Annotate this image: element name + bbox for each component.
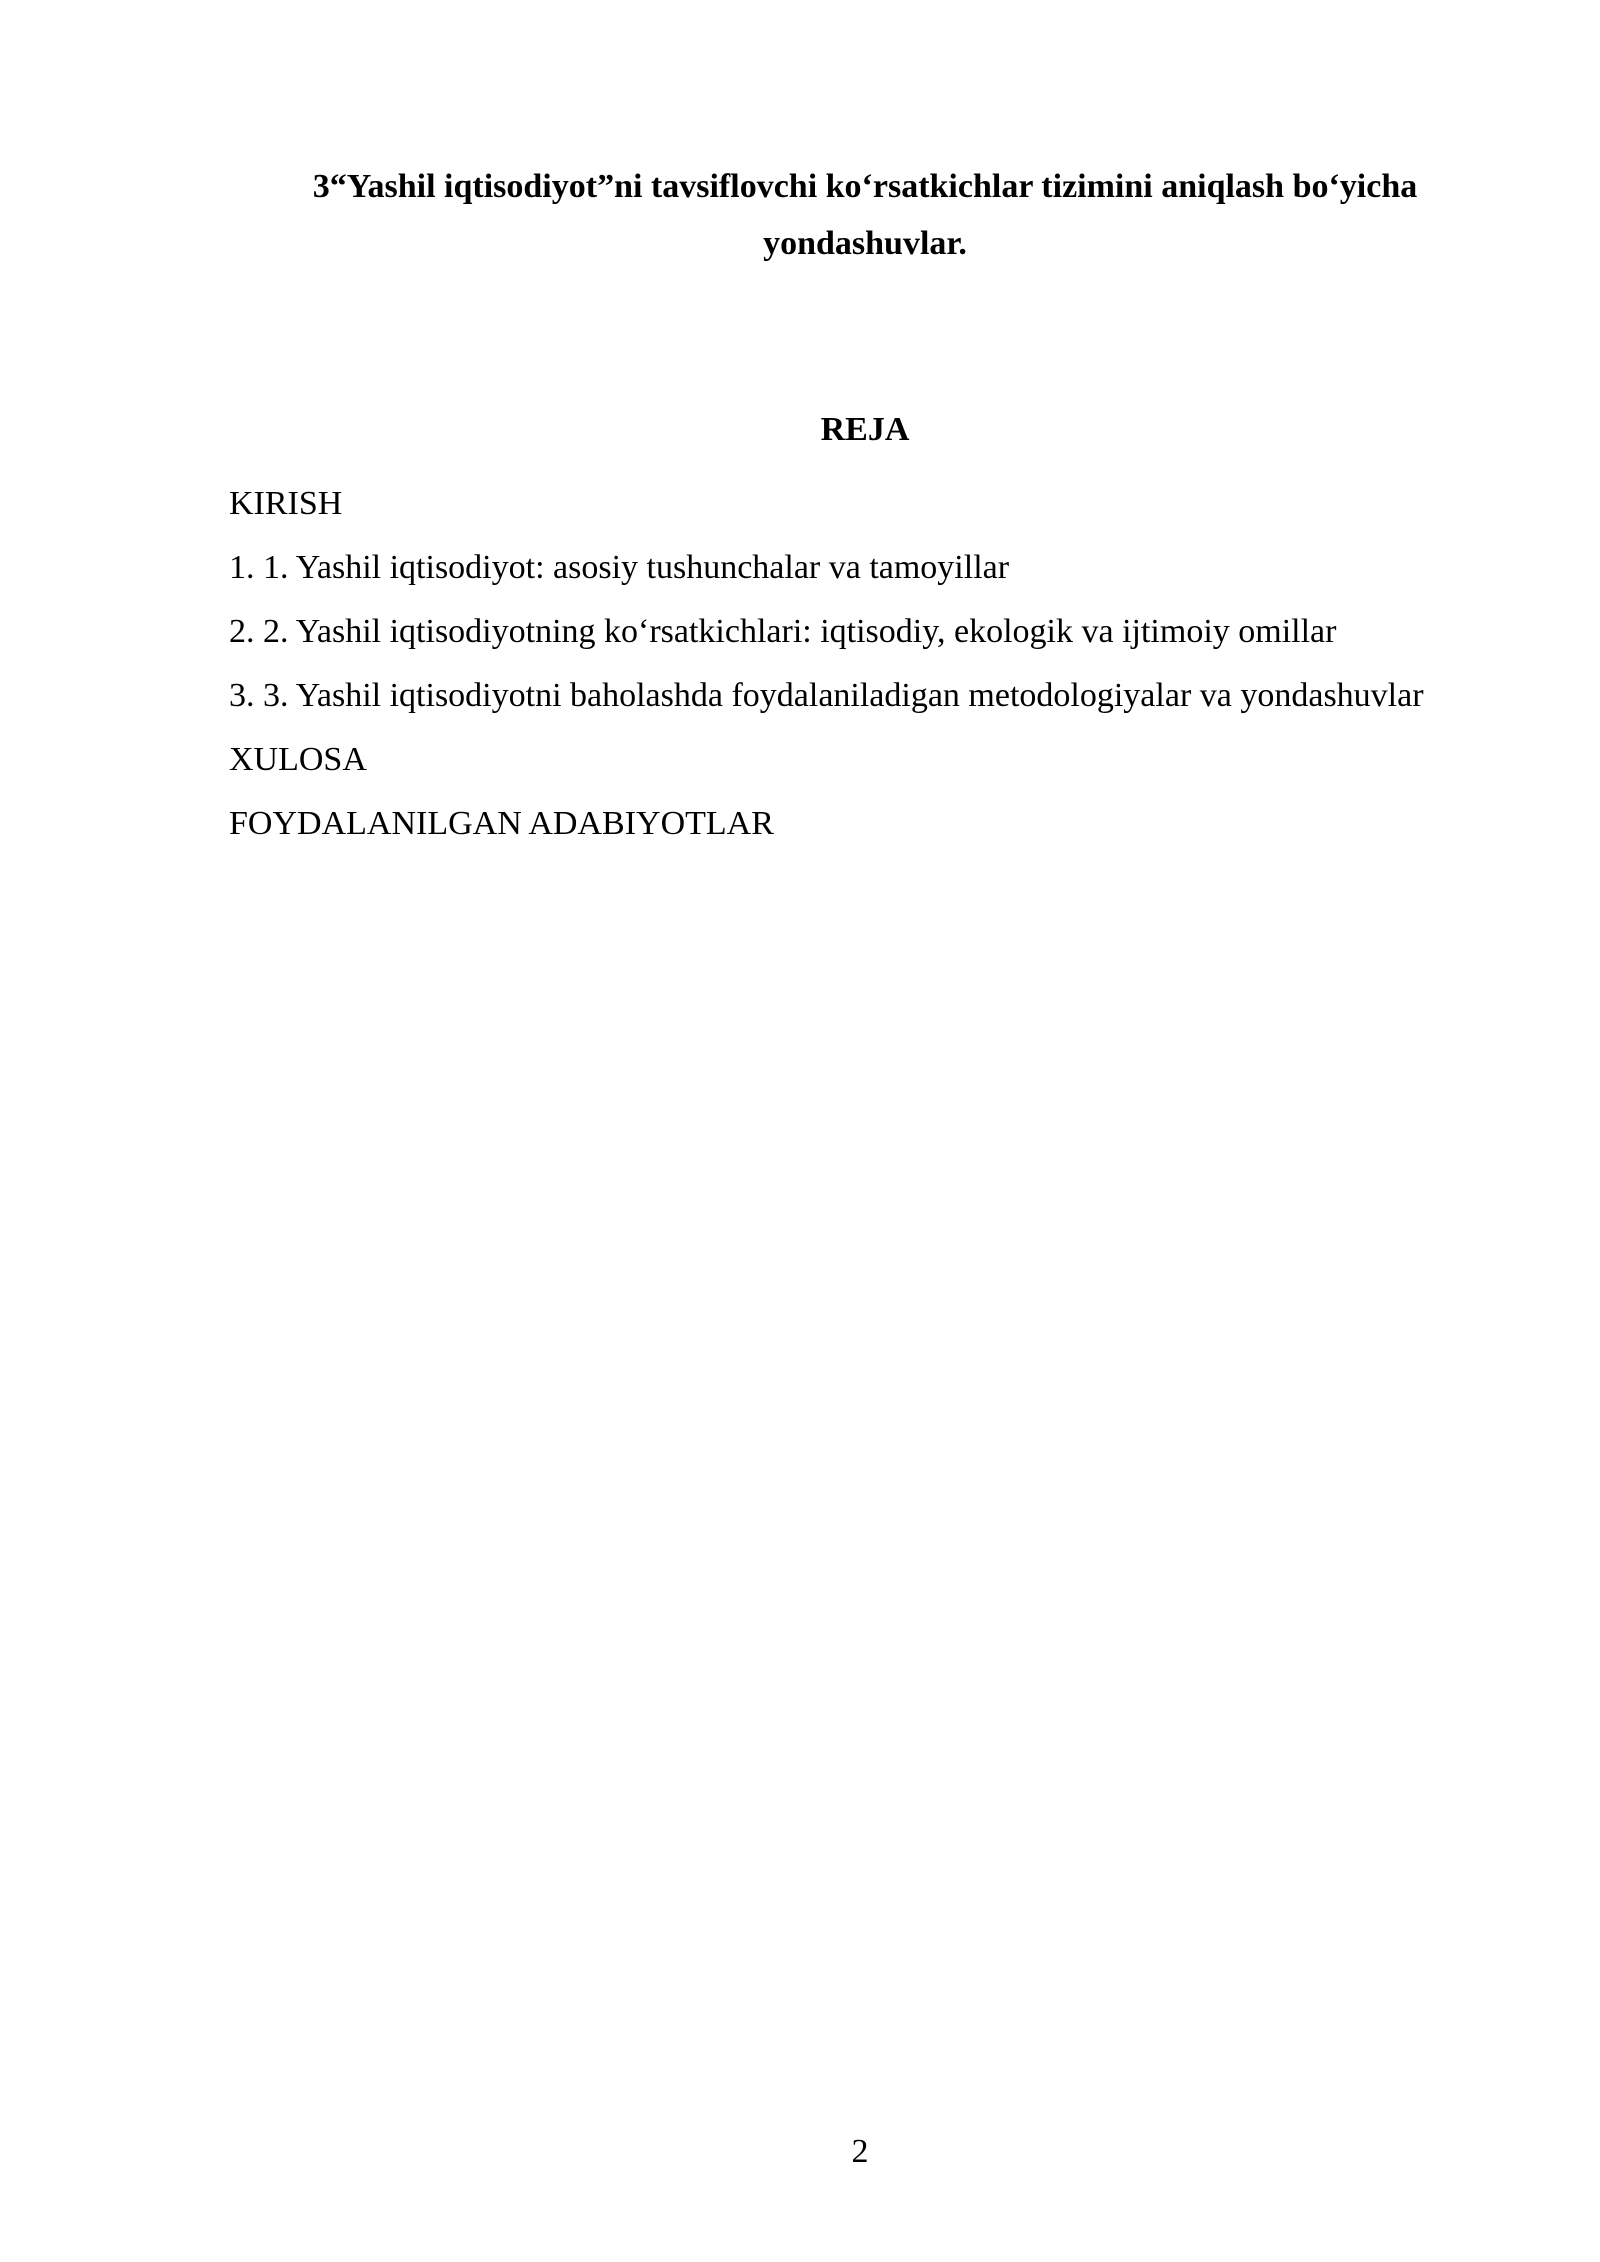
plan-item-2: 2. 2. Yashil iqtisodiyotning ko‘rsatkichlari: iqtisodiy, ekologik va ijtimoiy omillar	[229, 613, 1337, 650]
plan-item-intro: KIRISH	[229, 485, 343, 522]
page-number: 2	[851, 2133, 869, 2170]
document-title: 3“Yashil iqtisodiyot”ni tavsiflovchi ko‘rsatkichlar tizimini aniqlash bo‘yicha yondashuvlar.	[312, 168, 1418, 262]
plan-item-references: FOYDALANILGAN ADABIYOTLAR	[229, 805, 774, 842]
plan-item-conclusion: XULOSA	[229, 741, 367, 778]
plan-item-3: 3. 3. Yashil iqtisodiyotni baholashda foydalaniladigan metodologiyalar va yondashuvlar	[229, 677, 1424, 714]
plan-list	[229, 475, 1479, 859]
plan-item-1: 1. 1. Yashil iqtisodiyot: asosiy tushunchalar va tamoyillar	[229, 549, 1010, 586]
plan-heading: REJA	[820, 411, 910, 448]
